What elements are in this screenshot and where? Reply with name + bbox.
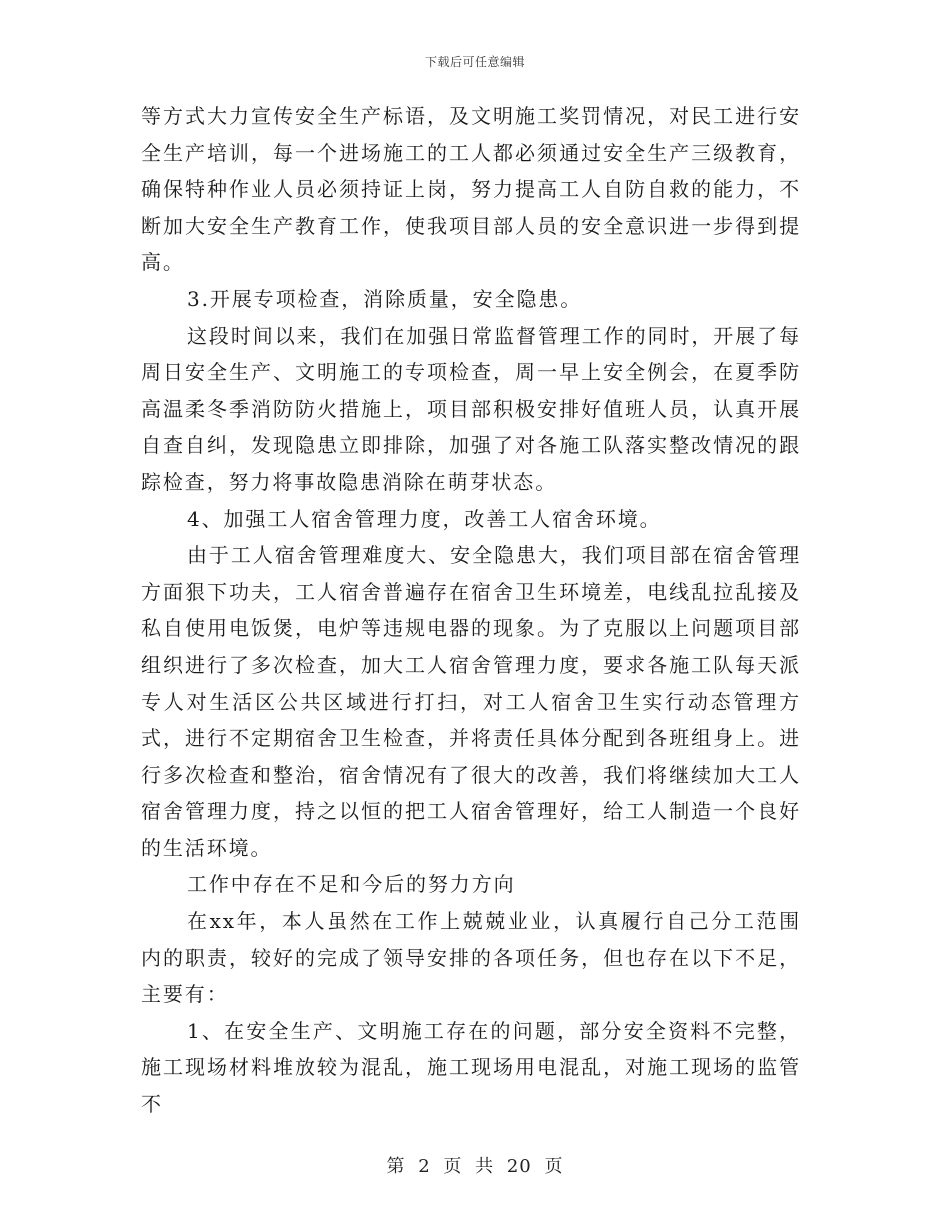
paragraph-dormitory-management: 由于工人宿舍管理难度大、安全隐患大，我们项目部在宿舍管理方面狠下功夫，工人宿舍普遍存在宿舍卫生环境差，电线乱拉乱接及私自使用电饭煲，电炉等违规电器的现象。为了克服以上问题项目部组织进行了多次检查，加大工人宿舍管理力度，要求各施工队每天派专人对生活区公共区域进行打扫，对工人宿舍卫生实行动态管理方式，进行不定期宿舍卫生检查，并将责任具体分配到各班组身上。进行多次检查和整治，宿舍情况有了很大的改善，我们将继续加大工人宿舍管理力度，持之以恒的把工人宿舍管理好，给工人制造一个良好的生活环境。: [141, 543, 801, 860]
heading-dormitory-management: 4、加强工人宿舍管理力度，改善工人宿舍环境。: [187, 506, 662, 531]
heading-shortcomings: 工作中存在不足和今后的努力方向: [187, 872, 516, 897]
paragraph-special-inspection: 这段时间以来，我们在加强日常监督管理工作的同时，开展了每周日安全生产、文明施工的专项检查，周一早上安全例会，在夏季防高温柔冬季消防防火措施上，项目部积极安排好值班人员，认真开展自查自纠，发现隐患立即排除，加强了对各施工队落实整改情况的跟踪检查，努力将事故隐患消除在萌芽状态。: [141, 323, 801, 494]
page-header: 下载后可任意编辑: [424, 55, 525, 69]
paragraph-safety-education: 等方式大力宣传安全生产标语，及文明施工奖罚情况，对民工进行安全生产培训，每一个进场施工的工人都必须通过安全生产三级教育，确保特种作业人员必须持证上岗，努力提高工人自防自救的能力，不断加大安全生产教育工作，使我项目部人员的安全意识进一步得到提高。: [141, 104, 801, 275]
heading-special-inspection: 3.开展专项检查，消除质量，安全隐患。: [187, 286, 583, 311]
page-footer: 第 2 页 共 20 页: [386, 1156, 564, 1177]
paragraph-shortcoming-1: 1、在安全生产、文明施工存在的问题，部分安全资料不完整，施工现场材料堆放较为混乱，施工现场用电混乱，对施工现场的监管不: [141, 1018, 801, 1117]
paragraph-shortcomings-intro: 在xx年，本人虽然在工作上兢兢业业，认真履行自己分工范围内的职责，较好的完成了领导安排的各项任务，但也存在以下不足，主要有：: [141, 909, 801, 1007]
document-body: [141, 98, 801, 1123]
